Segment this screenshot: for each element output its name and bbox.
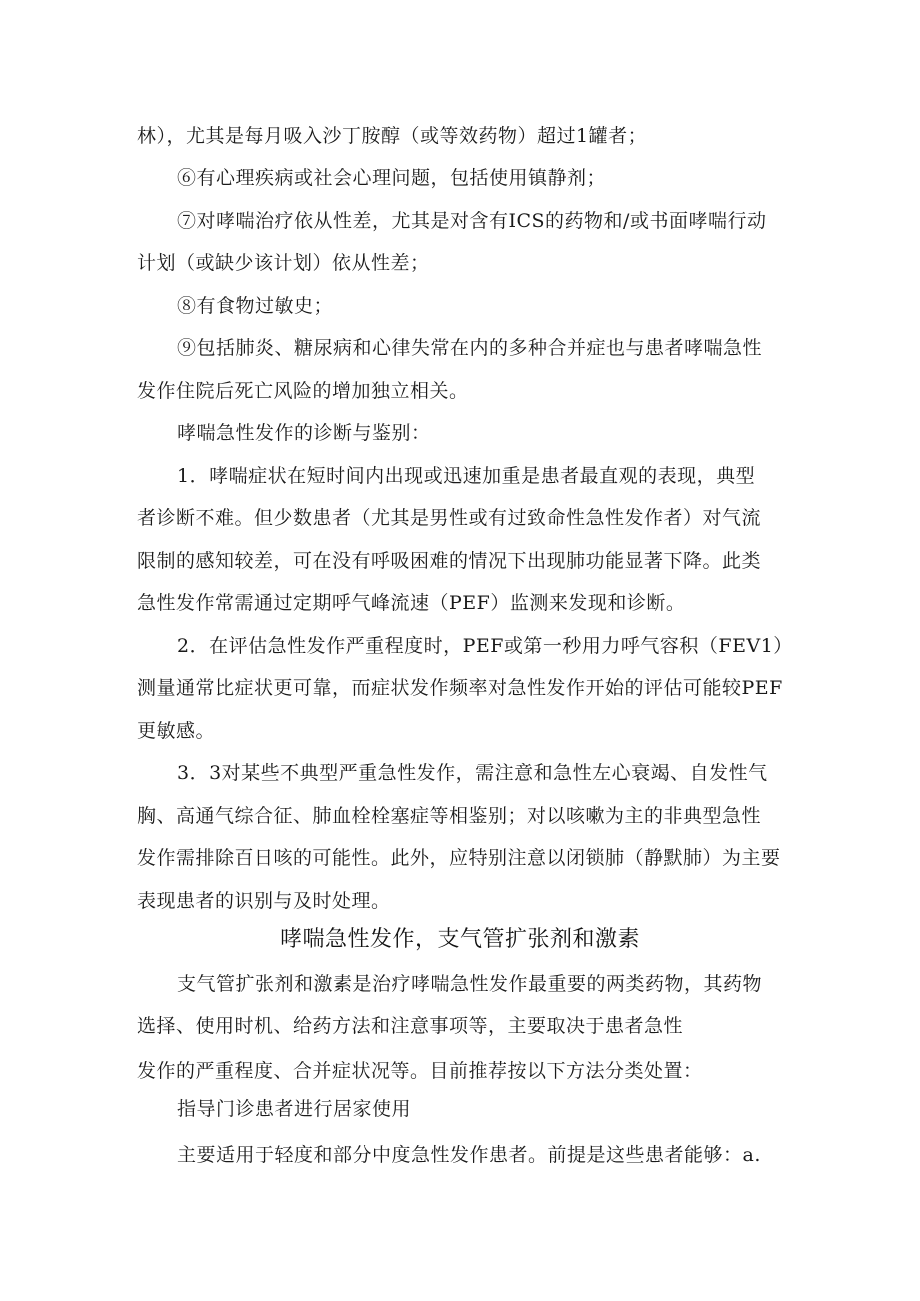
text-line: ⑦对哮喘治疗依从性差，尤其是对含有ICS的药物和/或书面哮喘行动 (177, 210, 767, 232)
text-line: 发作住院后死亡风险的增加独立相关。 (137, 380, 469, 402)
text-line: 指导门诊患者进行居家使用 (177, 1098, 412, 1120)
text-line: 2．在评估急性发作严重程度时，PEF或第一秒用力呼气容积（FEV1） (177, 635, 793, 657)
text-line: 主要适用于轻度和部分中度急性发作患者。前提是这些患者能够：a. (177, 1144, 761, 1166)
text-line: ⑧有食物过敏史； (177, 295, 334, 317)
text-line: ⑨包括肺炎、糖尿病和心律失常在内的多种合并症也与患者哮喘急性 (177, 337, 763, 359)
text-line: 者诊断不难。但少数患者（尤其是男性或有过致命性急性发作者）对气流 (137, 507, 762, 529)
text-line: 胸、高通气综合征、肺血栓栓塞症等相鉴别；对以咳嗽为主的非典型急性 (137, 805, 762, 827)
text-line: 选择、使用时机、给药方法和注意事项等，主要取决于患者急性 (137, 1015, 684, 1037)
text-line: 1．哮喘症状在短时间内出现或迅速加重是患者最直观的表现，典型 (177, 465, 756, 487)
text-line: 发作的严重程度、合并症状况等。目前推荐按以下方法分类处置： (137, 1060, 703, 1082)
text-line: 林），尤其是每月吸入沙丁胺醇（或等效药物）超过1罐者； (137, 125, 648, 147)
text-line: 哮喘急性发作的诊断与鉴别： (177, 422, 431, 444)
text-line: 支气管扩张剂和激素是治疗哮喘急性发作最重要的两类药物，其药物 (177, 973, 763, 995)
text-line: 发作需排除百日咳的可能性。此外，应特别注意以闭锁肺（静默肺）为主要 (137, 847, 781, 869)
section-heading: 哮喘急性发作，支气管扩张剂和激素 (279, 927, 640, 952)
text-line: 更敏感。 (137, 720, 216, 742)
text-line: 急性发作常需通过定期呼气峰流速（PEF）监测来发现和诊断。 (137, 592, 686, 614)
text-line: 计划（或缺少该计划）依从性差； (137, 252, 430, 274)
text-line: 3．3对某些不典型严重急性发作，需注意和急性左心衰竭、自发性气 (177, 762, 768, 784)
text-line: ⑥有心理疾病或社会心理问题，包括使用镇静剂； (177, 167, 607, 189)
text-line: 限制的感知较差，可在没有呼吸困难的情况下出现肺功能显著下降。此类 (137, 550, 762, 572)
text-line: 测量通常比症状更可靠，而症状发作频率对急性发作开始的评估可能较PEF (137, 677, 783, 699)
text-line: 表现患者的识别与及时处理。 (137, 890, 391, 912)
